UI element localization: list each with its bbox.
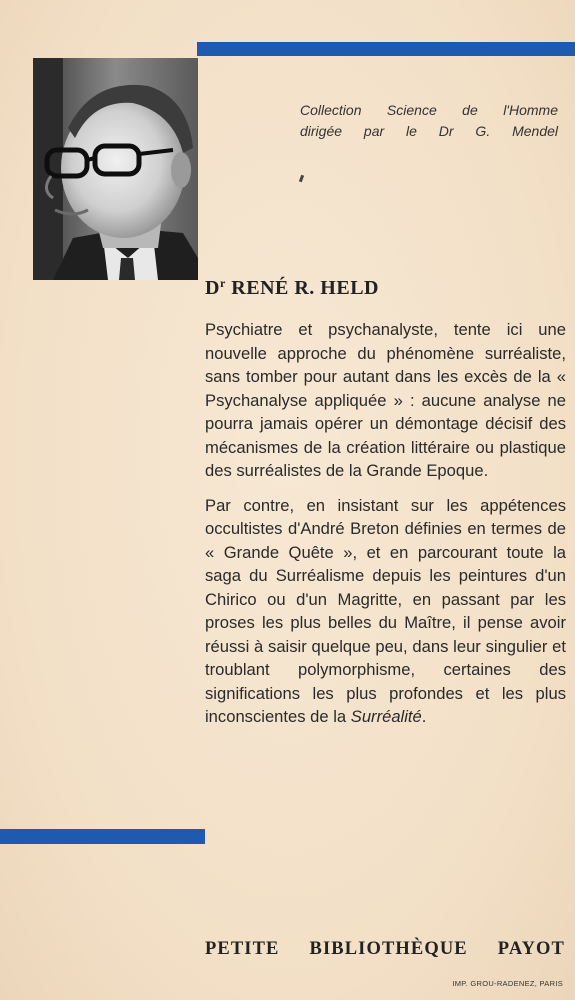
author-photo xyxy=(33,58,198,280)
blurb xyxy=(205,318,566,740)
printer-imprint: IMP. GROU-RADENEZ, PARIS xyxy=(452,979,563,988)
blurb-italic-term: Surréalité xyxy=(350,707,422,726)
blurb-paragraph-2-end: . xyxy=(421,707,427,726)
bottom-accent-bar xyxy=(0,829,205,844)
blurb-paragraph-2 xyxy=(205,494,566,729)
collection-line-1: Collection Science de l'Homme xyxy=(300,102,558,118)
collection-info xyxy=(300,100,558,142)
author-name xyxy=(205,276,379,300)
blurb-paragraph-1: Psychiatre et psychanalyste, tente ici une nouvelle approche du phénomène surréaliste, sans tomber pour autant dans les excès de la « Psychanalyse appliquée » : aucune analyse ne pourra jamais opérer un démontage décisif des mécanismes de la création littéraire ou plastique des surréalistes de la Grande Epoque. xyxy=(205,320,566,480)
ink-mark xyxy=(299,175,304,183)
collection-line-2: dirigée par le Dr G. Mendel xyxy=(300,123,558,139)
series-title: PETITE BIBLIOTHÈQUE PAYOT xyxy=(205,939,565,959)
author-prefix: D xyxy=(205,277,220,299)
top-accent-bar xyxy=(197,42,575,56)
author-prefix-superscript: r xyxy=(219,276,226,290)
author-full-name: RENÉ R. HELD xyxy=(231,277,379,299)
blurb-paragraph-2-text: Par contre, en insistant sur les appétences occultistes d'André Breton définies en termes de « Grande Quête », et en parcourant toute la saga du Surréalisme depuis les peintures d'un Chirico ou d'un Magritte, en passant par les proses les plus belles du Maître, il pense avoir réussi à saisir quelque peu, dans leur singulier et troublant polymorphisme, certaines des significations les plus profondes et les plus inconscientes de la xyxy=(205,495,566,726)
